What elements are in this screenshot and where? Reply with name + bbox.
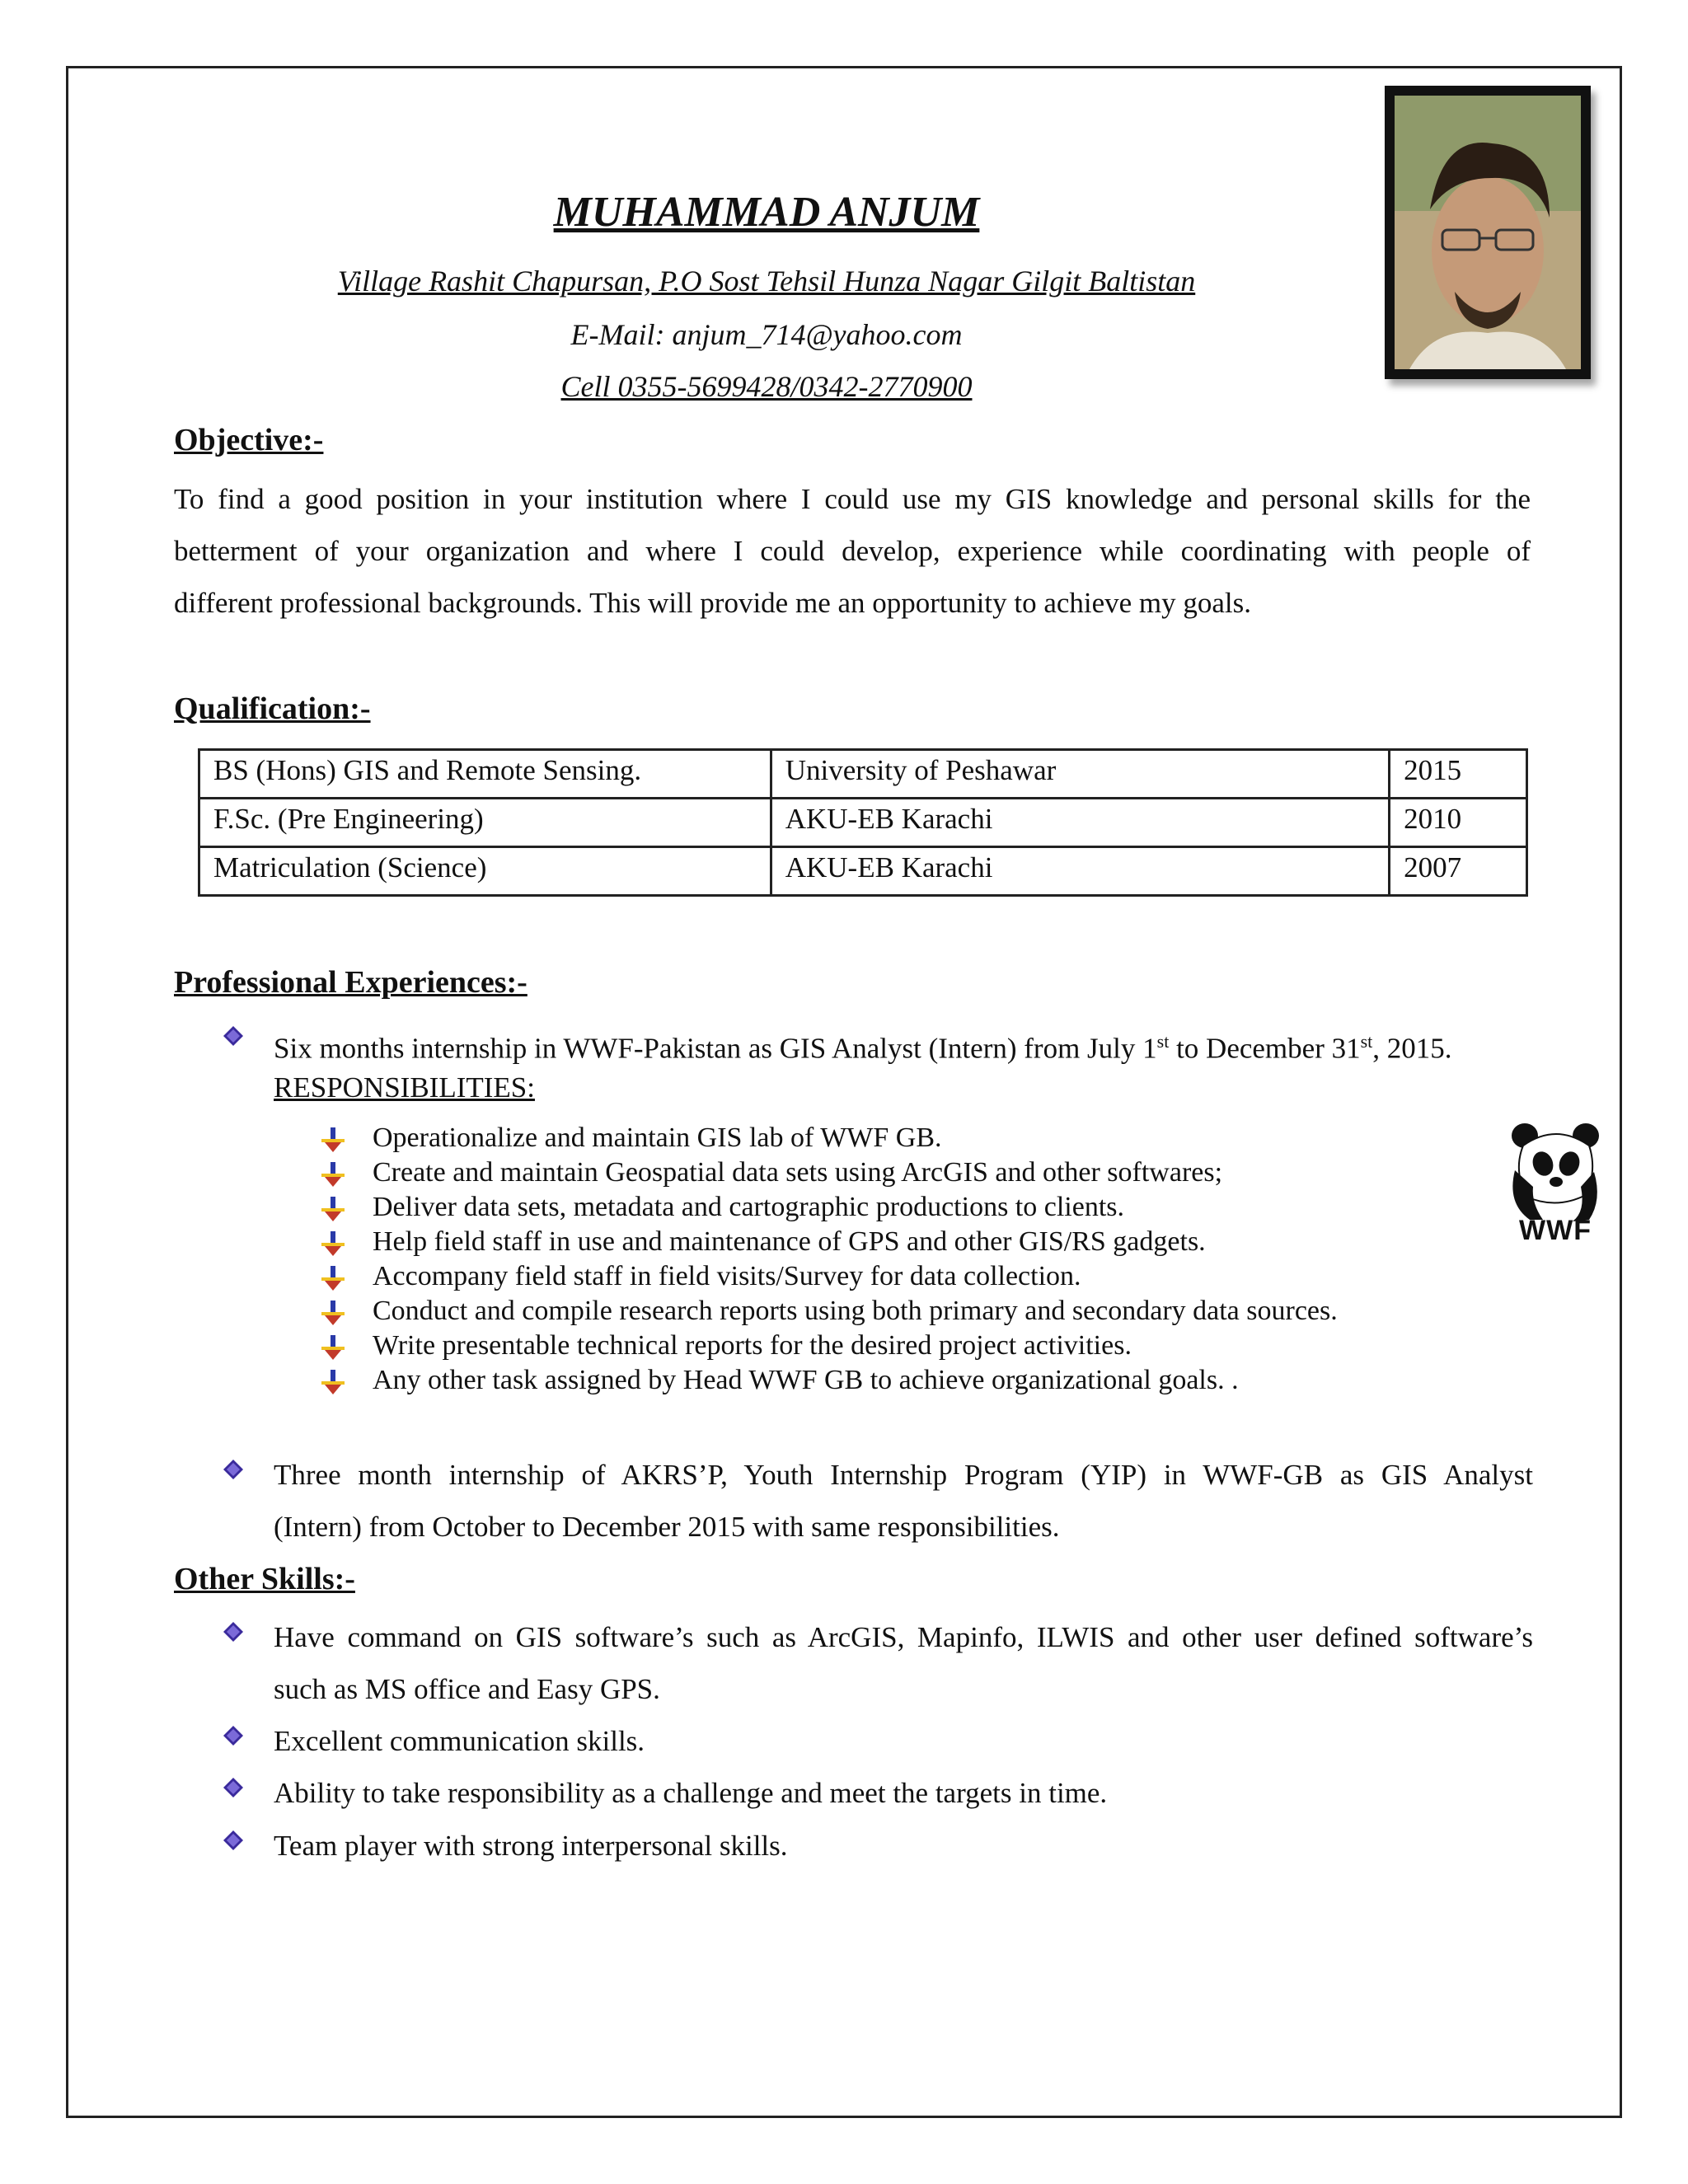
cell-phone: Cell 0355-5699428/0342-2770900 [560,370,973,403]
responsibility-text: Help field staff in use and maintenance of GPS and other GIS/RS gadgets. [373,1226,1206,1257]
responsibility-text: Accompany field staff in field visits/Survey for data collection. [373,1261,1081,1291]
list-item [321,1155,1475,1190]
qualification-table [198,748,1528,897]
arrow-down-bullet-icon [321,1301,345,1325]
responsibility-text: Conduct and compile research reports using both primary and secondary data sources. [373,1296,1338,1326]
degree-cell: Matriculation (Science) [199,847,771,896]
diamond-bullet-icon [223,1459,244,1480]
arrow-down-bullet-icon [321,1231,345,1256]
experience-heading: Professional Experiences:- [174,965,528,1000]
skill-item [223,1820,1533,1872]
experience-text-part: to December 31 [1169,1032,1361,1065]
responsibility-text: Write presentable technical reports for the desired project activities. [373,1330,1132,1361]
arrow-down-bullet-icon [321,1162,345,1187]
skill-item [223,1767,1533,1819]
address: Village Rashit Chapursan, P.O Sost Tehsil Hunza Nagar Gilgit Baltistan [337,265,1196,298]
responsibilities-title: RESPONSIBILITIES: [274,1071,535,1104]
objective-line: different professional backgrounds. This will provide me an opportunity to achieve my goals. [174,587,1252,619]
objective-heading: Objective:- [174,423,324,457]
arrow-down-bullet-icon [321,1266,345,1291]
experience-line: Three month internship of AKRS’P, Youth Internship Program (YIP) in WWF-GB as GIS Analyst [274,1459,1533,1491]
skills-heading: Other Skills:- [174,1562,355,1596]
experience-text-part: , 2015. [1372,1032,1452,1065]
list-item [321,1190,1475,1225]
year-cell: 2010 [1390,799,1527,847]
arrow-down-bullet-icon [321,1127,345,1152]
responsibility-text: Any other task assigned by Head WWF GB to achieve organizational goals. . [373,1365,1239,1395]
experience-item [223,1015,1533,1067]
list-item [321,1121,1475,1155]
qualification-heading: Qualification:- [174,691,371,726]
diamond-bullet-icon [223,1621,244,1643]
responsibility-text: Operationalize and maintain GIS lab of WWF GB. [373,1122,942,1153]
list-item [321,1329,1475,1363]
skill-item [223,1611,1533,1715]
institution-cell: AKU-EB Karachi [771,847,1389,896]
arrow-down-bullet-icon [321,1197,345,1221]
arrow-down-bullet-icon [321,1370,345,1394]
skill-line: such as MS office and Easy GPS. [274,1673,660,1705]
responsibilities-list [321,1121,1475,1398]
diamond-bullet-icon [223,1725,244,1746]
skill-text: Ability to take responsibility as a challenge and meet the targets in time. [274,1777,1108,1809]
degree-cell: BS (Hons) GIS and Remote Sensing. [199,750,771,799]
diamond-bullet-icon [223,1777,244,1798]
list-item [321,1259,1475,1294]
responsibility-text: Deliver data sets, metadata and cartographic productions to clients. [373,1192,1125,1222]
superscript: st [1156,1031,1170,1052]
year-cell: 2007 [1390,847,1527,896]
diamond-bullet-icon [223,1025,244,1047]
superscript: st [1360,1031,1373,1052]
diamond-bullet-icon [223,1830,244,1851]
skill-text: Team player with strong interpersonal skills. [274,1830,788,1862]
skill-item [223,1715,1533,1767]
objective-line: To find a good position in your institution where I could use my GIS knowledge and personal skills for the [174,483,1531,515]
table-row [199,847,1527,896]
experience-text [274,1449,1533,1553]
list-item [321,1225,1475,1259]
degree-cell: F.Sc. (Pre Engineering) [199,799,771,847]
experience-line: (Intern) from October to December 2015 with same responsibilities. [274,1511,1060,1543]
experience-item [223,1449,1533,1553]
arrow-down-bullet-icon [321,1335,345,1360]
table-row [199,750,1527,799]
responsibility-text: Create and maintain Geospatial data sets using ArcGIS and other softwares; [373,1157,1223,1188]
skill-text [274,1611,1533,1715]
email: E-Mail: anjum_714@yahoo.com [570,318,963,351]
skill-line: Have command on GIS software’s such as ArcGIS, Mapinfo, ILWIS and other user defined software’s [274,1621,1533,1653]
list-item [321,1363,1475,1398]
candidate-name: MUHAMMAD ANJUM [553,189,980,236]
wwf-panda-logo [1507,1121,1604,1244]
institution-cell: AKU-EB Karachi [771,799,1389,847]
profile-photo [1385,86,1591,379]
experience-text [274,1015,1533,1075]
list-item [321,1294,1475,1329]
skill-text: Excellent communication skills. [274,1725,645,1757]
objective-line: betterment of your organization and where I could develop, experience while coordinating with people of [174,535,1531,567]
table-row [199,799,1527,847]
wwf-logo-text: WWF [1519,1215,1592,1246]
objective-text [174,473,1531,629]
institution-cell: University of Peshawar [771,750,1389,799]
year-cell: 2015 [1390,750,1527,799]
experience-text-part: Six months internship in WWF-Pakistan as GIS Analyst (Intern) from July 1 [274,1032,1157,1065]
